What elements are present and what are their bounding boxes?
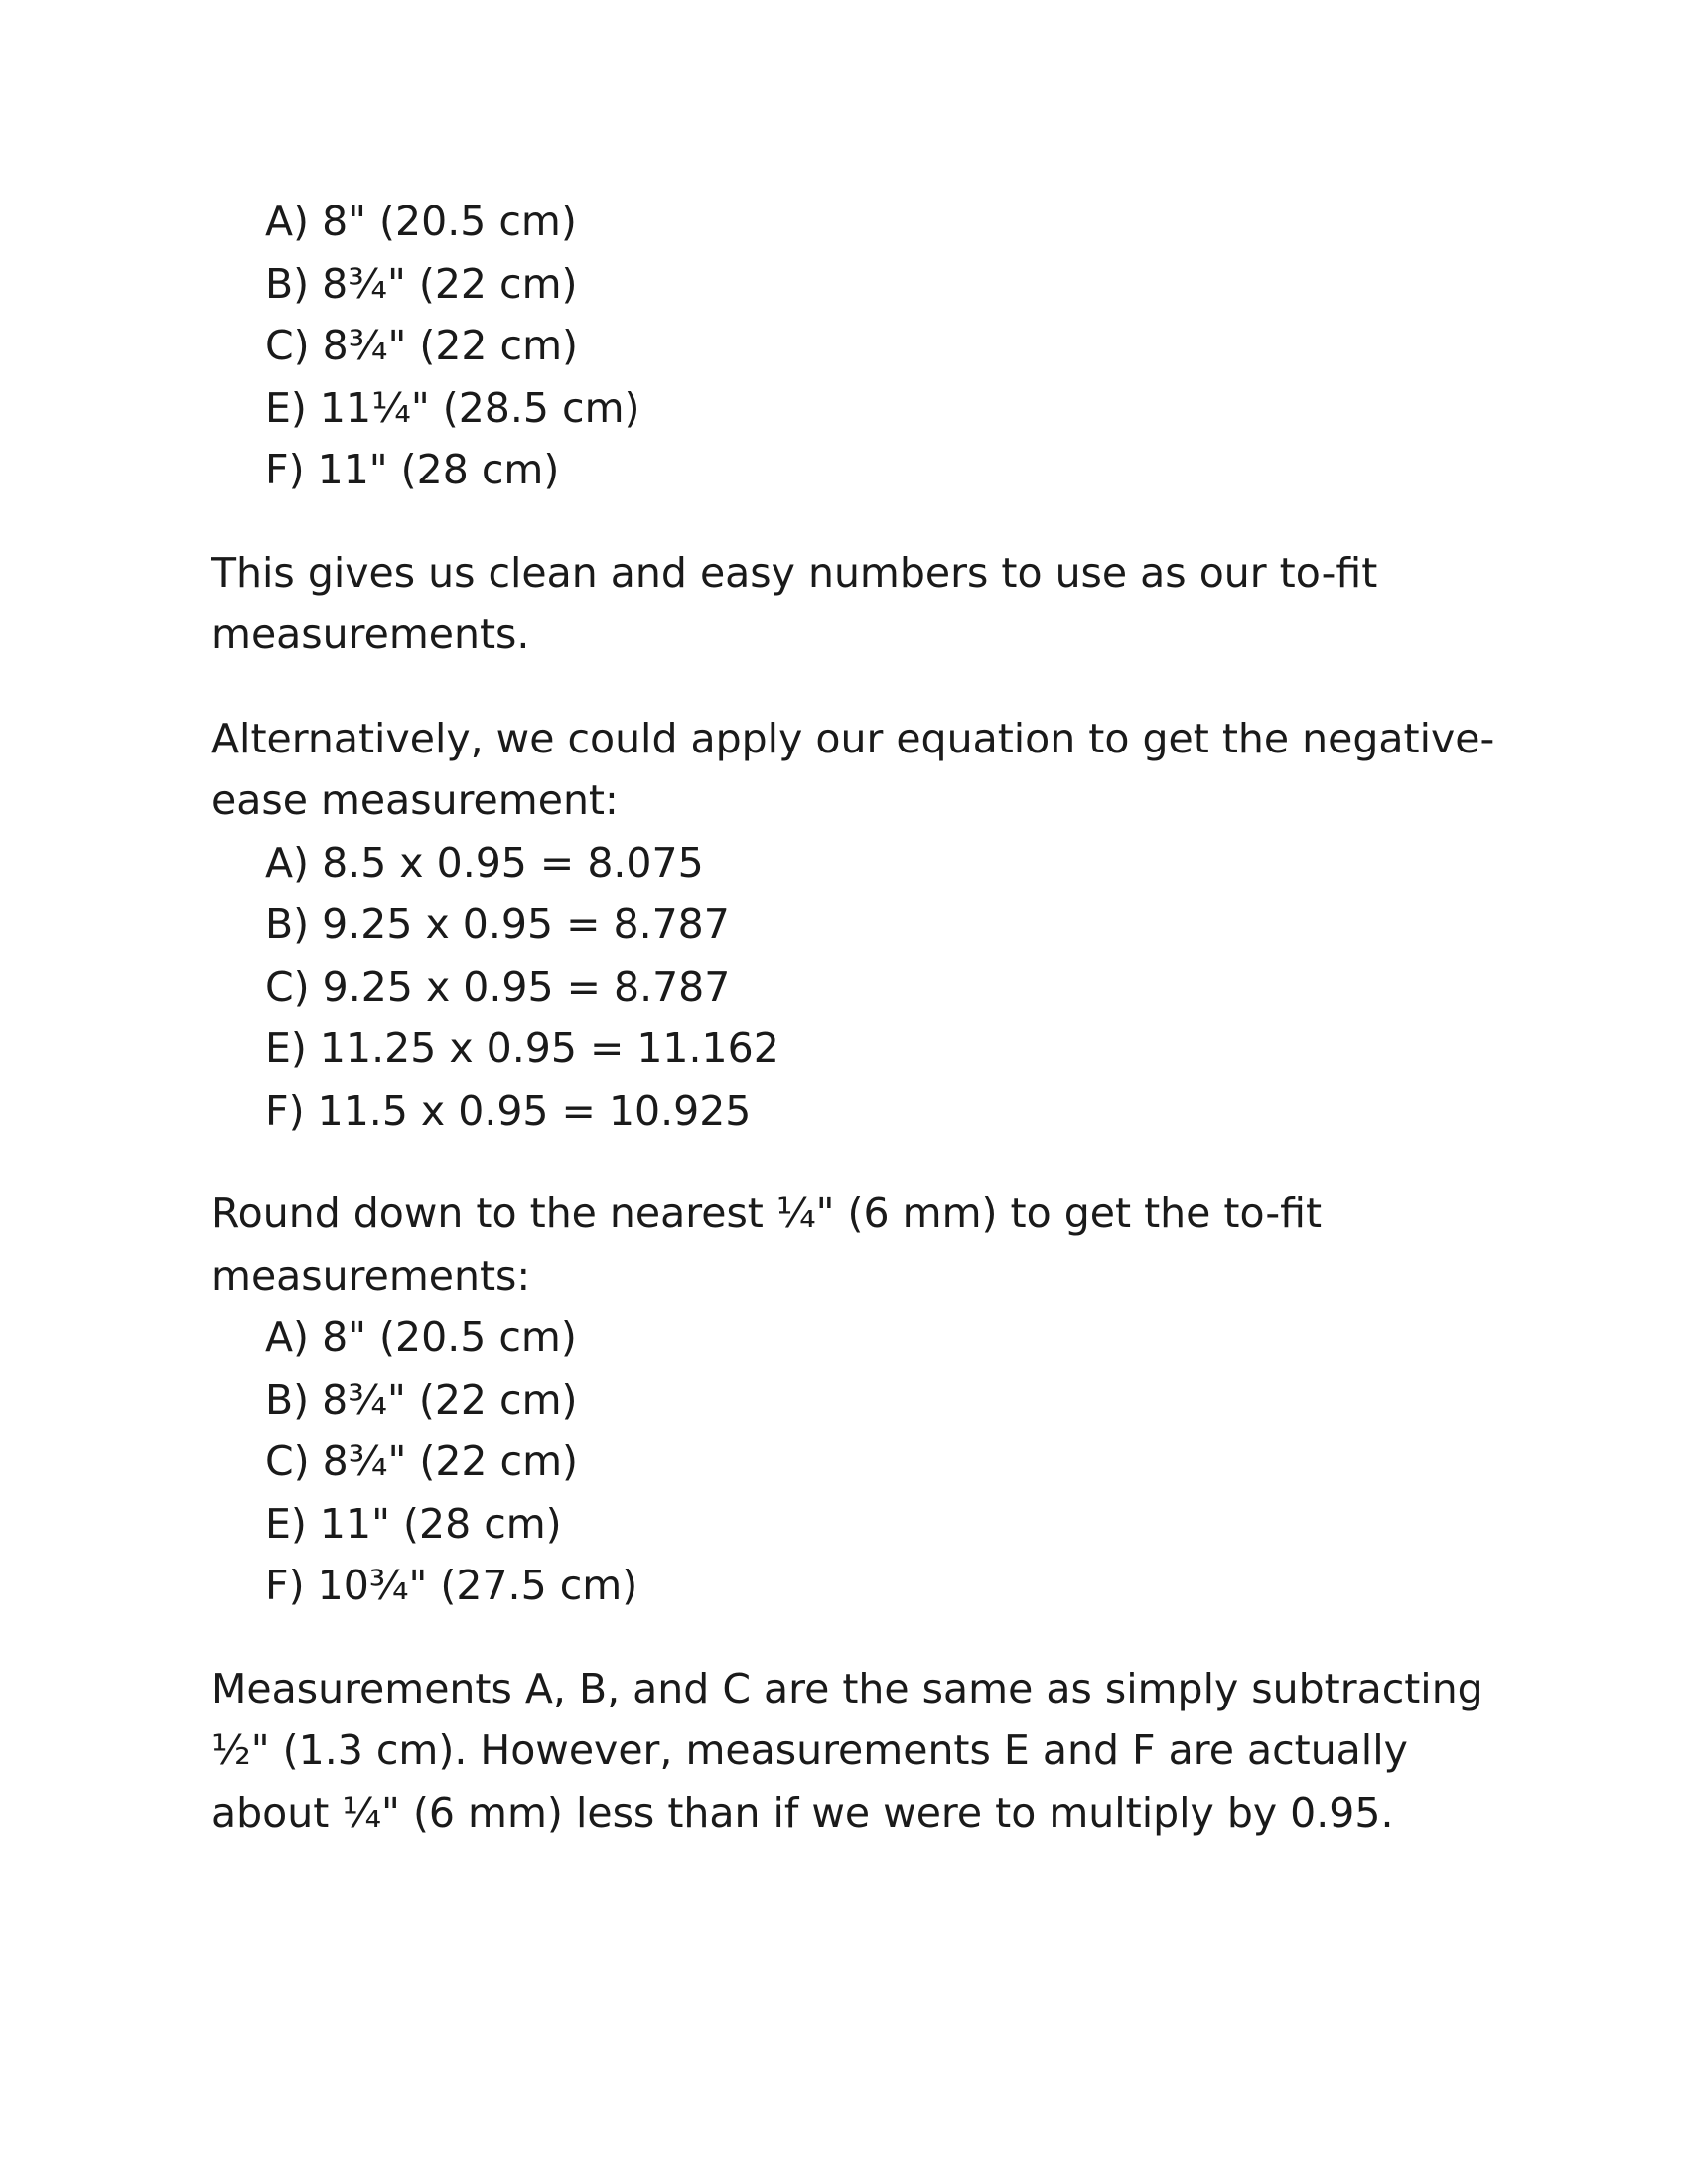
list-item: B) 8³⁄₄" (22 cm) <box>265 1375 578 1424</box>
list-item: C) 9.25 x 0.95 = 8.787 <box>265 962 731 1011</box>
list-item: E) 11.25 x 0.95 = 11.162 <box>265 1024 779 1072</box>
equation-list <box>211 832 1502 1143</box>
paragraph-alternatively: Alternatively, we could apply our equation to get the negative-ease measurement: <box>211 714 1495 824</box>
paragraph-conclusion: Measurements A, B, and C are the same as simply subtracting ¹⁄₂" (1.3 cm). However, measurements E and F are actually about ¹⁄₄" (6 mm) less than if we were to multiply by 0.95. <box>211 1664 1483 1837</box>
to-fit-measurement-list <box>211 191 1502 501</box>
list-item: F) 11.5 x 0.95 = 10.925 <box>265 1086 752 1135</box>
list-item: F) 10³⁄₄" (27.5 cm) <box>265 1562 638 1609</box>
list-item: E) 11" (28 cm) <box>265 1499 562 1548</box>
list-item: E) 11¹⁄₄" (28.5 cm) <box>265 383 640 432</box>
list-item: B) 9.25 x 0.95 = 8.787 <box>265 900 730 948</box>
list-item: A) 8" (20.5 cm) <box>265 198 577 245</box>
list-item: F) 11" (28 cm) <box>265 446 560 493</box>
paragraph-round-down: Round down to the nearest ¹⁄₄" (6 mm) to get the to-fit measurements: <box>211 1189 1323 1299</box>
document-page <box>211 191 1502 1843</box>
list-item: C) 8³⁄₄" (22 cm) <box>265 1437 579 1485</box>
list-item: A) 8.5 x 0.95 = 8.075 <box>265 838 704 887</box>
rounded-measurement-list <box>211 1306 1502 1617</box>
paragraph-clean-numbers: This gives us clean and easy numbers to use as our to-fit measurements. <box>211 548 1378 658</box>
list-item: A) 8" (20.5 cm) <box>265 1313 577 1361</box>
list-item: C) 8³⁄₄" (22 cm) <box>265 322 579 369</box>
list-item: B) 8³⁄₄" (22 cm) <box>265 259 578 308</box>
